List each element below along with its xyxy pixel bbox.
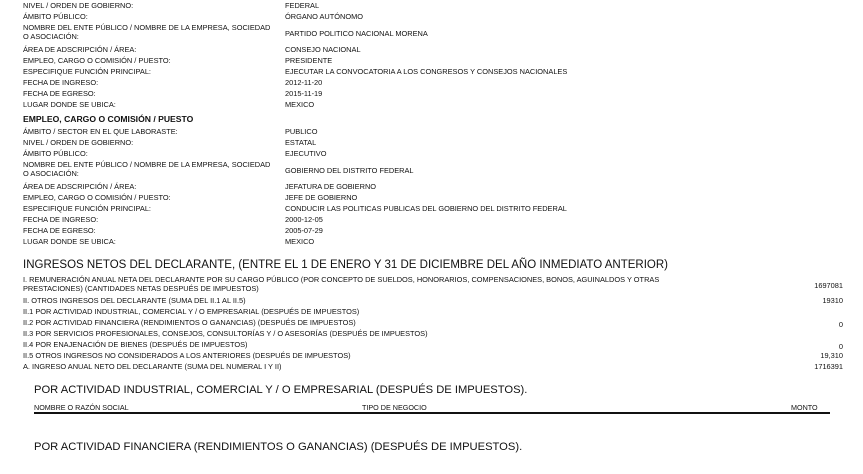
field-value: PUBLICO [285, 127, 318, 136]
field-label: ÁMBITO PÚBLICO: [23, 12, 88, 21]
field-label: NOMBRE DEL ENTE PÚBLICO / NOMBRE DE LA EMPRESA, SOCIEDAD O ASOCIACIÓN: [23, 23, 271, 41]
field-value: JEFATURA DE GOBIERNO [285, 182, 377, 191]
field-value: ÓRGANO AUTÓNOMO [285, 12, 364, 21]
field-value: 2015-11-19 [285, 89, 323, 98]
field-value: MEXICO [285, 237, 315, 246]
field-value: EJECUTAR LA CONVOCATORIA A LOS CONGRESOS Y CONSEJOS NACIONALES [285, 67, 568, 76]
income-label: II.5 OTROS INGRESOS NO CONSIDERADOS A LOS ANTERIORES (DESPUÉS DE IMPUESTOS) [23, 351, 351, 360]
column-header-business-type: TIPO DE NEGOCIO [362, 403, 427, 412]
field-value: CONDUCIR LAS POLITICAS PUBLICAS DEL GOBIERNO DEL DISTRITO FEDERAL [285, 204, 567, 213]
field-label: EMPLEO, CARGO O COMISIÓN / PUESTO: [23, 56, 171, 65]
income-label: II.1 POR ACTIVIDAD INDUSTRIAL, COMERCIAL Y / O EMPRESARIAL (DESPUÉS DE IMPUESTOS) [23, 307, 360, 316]
employment-section-title: EMPLEO, CARGO O COMISIÓN / PUESTO [23, 114, 194, 124]
income-amount: 1697081 [814, 281, 843, 290]
table-divider [34, 412, 830, 414]
column-header-name: NOMBRE O RAZÓN SOCIAL [34, 403, 129, 412]
income-label: II.2 POR ACTIVIDAD FINANCIERA (RENDIMIENTOS O GANANCIAS) (DESPUÉS DE IMPUESTOS) [23, 318, 356, 327]
field-label: ÁMBITO / SECTOR EN EL QUE LABORASTE: [23, 127, 178, 136]
field-value: 2000-12-05 [285, 215, 323, 224]
income-amount: 19310 [822, 296, 843, 305]
field-label: FECHA DE INGRESO: [23, 215, 99, 224]
income-amount: 19,310 [820, 351, 843, 360]
field-label: ÁMBITO PÚBLICO: [23, 149, 88, 158]
industrial-section-title: POR ACTIVIDAD INDUSTRIAL, COMERCIAL Y / O EMPRESARIAL (DESPUÉS DE IMPUESTOS). [34, 384, 528, 396]
income-label: II.3 POR SERVICIOS PROFESIONALES, CONSEJOS, CONSULTORÍAS Y / O ASESORÍAS (DESPUÉS DE IMPUESTOS) [23, 329, 428, 338]
field-value: EJECUTIVO [285, 149, 327, 158]
field-label: ESPECIFIQUE FUNCIÓN PRINCIPAL: [23, 204, 151, 213]
income-label: A. INGRESO ANUAL NETO DEL DECLARANTE (SUMA DEL NUMERAL I Y II) [23, 362, 282, 371]
income-label: II.4 POR ENAJENACIÓN DE BIENES (DESPUÉS DE IMPUESTOS) [23, 340, 248, 349]
field-label: LUGAR DONDE SE UBICA: [23, 100, 116, 109]
field-label: FECHA DE EGRESO: [23, 226, 96, 235]
field-label: NOMBRE DEL ENTE PÚBLICO / NOMBRE DE LA EMPRESA, SOCIEDAD O ASOCIACIÓN: [23, 160, 271, 178]
field-value: GOBIERNO DEL DISTRITO FEDERAL [285, 166, 414, 175]
field-value: CONSEJO NACIONAL [285, 45, 361, 54]
field-value: 2012-11-20 [285, 78, 323, 87]
field-label: LUGAR DONDE SE UBICA: [23, 237, 116, 246]
field-value: PARTIDO POLITICO NACIONAL MORENA [285, 29, 428, 38]
income-label: I. REMUNERACIÓN ANUAL NETA DEL DECLARANTE POR SU CARGO PÚBLICO (POR CONCEPTO DE SUELDOS, HONORARIOS, COMPENSACIONES, BONOS, AGUINALDOS Y OTRAS PRESTACIONES) (CANTIDADES NETAS DESPUÉS DE IMPUESTOS) [23, 275, 660, 293]
income-label: II. OTROS INGRESOS DEL DECLARANTE (SUMA DEL II.1 AL II.5) [23, 296, 246, 305]
field-label: FECHA DE EGRESO: [23, 89, 96, 98]
financial-section-title: POR ACTIVIDAD FINANCIERA (RENDIMIENTOS O GANANCIAS) (DESPUÉS DE IMPUESTOS). [34, 441, 523, 453]
field-label: FECHA DE INGRESO: [23, 78, 99, 87]
field-value: 2005-07-29 [285, 226, 323, 235]
field-label: ESPECIFIQUE FUNCIÓN PRINCIPAL: [23, 67, 151, 76]
field-value: FEDERAL [285, 1, 320, 10]
field-value: PRESIDENTE [285, 56, 333, 65]
income-section-title: INGRESOS NETOS DEL DECLARANTE, (ENTRE EL 1 DE ENERO Y 31 DE DICIEMBRE DEL AÑO INMEDIATO ANTERIOR) [23, 259, 668, 271]
income-amount: 0 [838, 320, 843, 329]
income-amount: 1716391 [814, 362, 843, 371]
field-value: MEXICO [285, 100, 315, 109]
field-label: ÁREA DE ADSCRIPCIÓN / ÁREA: [23, 45, 137, 54]
column-header-amount: MONTO [791, 403, 818, 412]
field-value: ESTATAL [285, 138, 317, 147]
field-label: EMPLEO, CARGO O COMISIÓN / PUESTO: [23, 193, 171, 202]
field-value: JEFE DE GOBIERNO [285, 193, 358, 202]
field-label: ÁREA DE ADSCRIPCIÓN / ÁREA: [23, 182, 137, 191]
field-label: NIVEL / ORDEN DE GOBIERNO: [23, 138, 134, 147]
income-amount: 0 [838, 342, 843, 351]
field-label: NIVEL / ORDEN DE GOBIERNO: [23, 1, 134, 10]
